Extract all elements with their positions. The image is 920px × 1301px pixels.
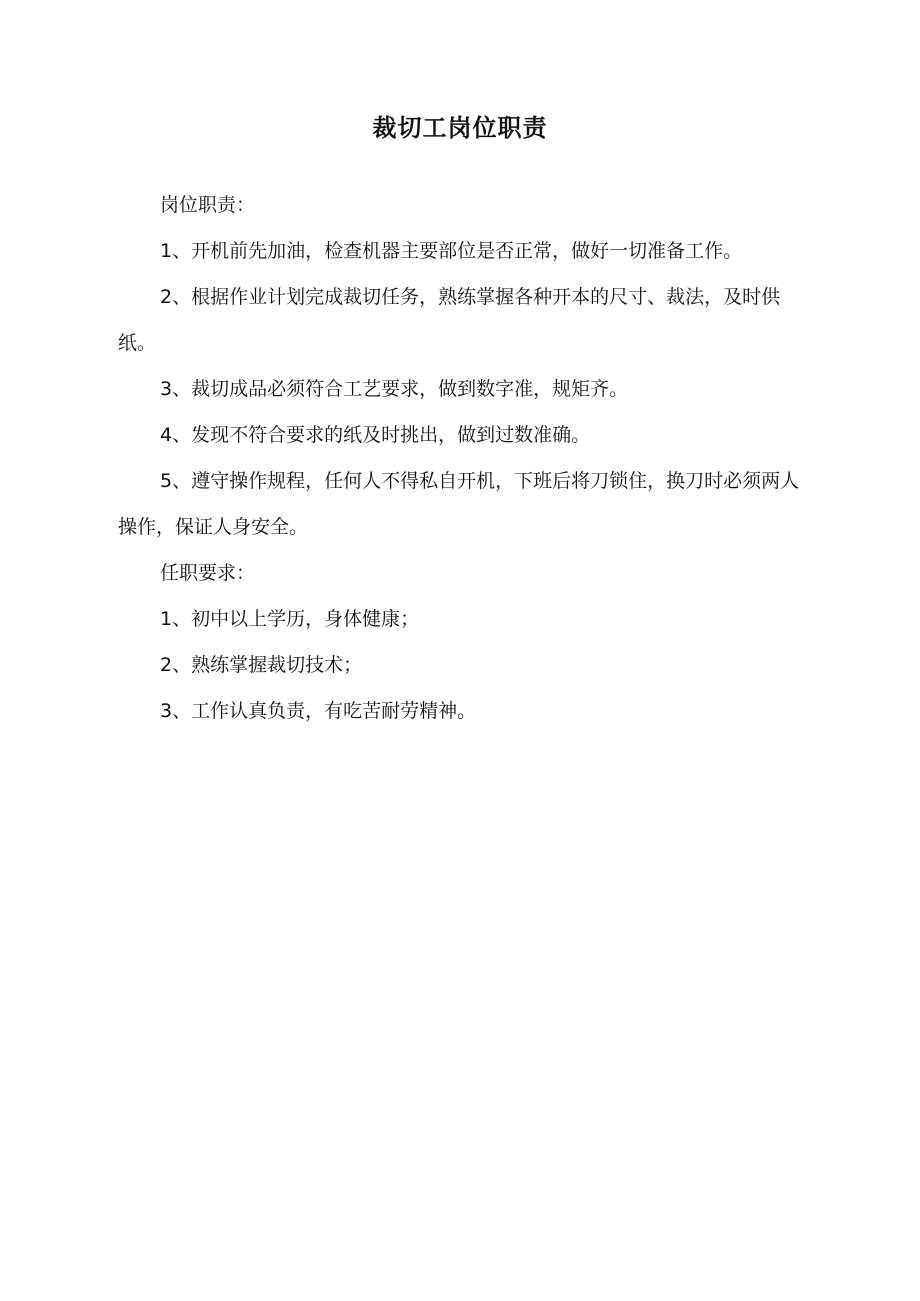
- duty-item-2: 2、根据作业计划完成裁切任务，熟练掌握各种开本的尺寸、裁法，及时供纸。: [118, 286, 781, 354]
- requirements-heading: 任职要求：: [160, 562, 256, 584]
- duty-item-4: 4、发现不符合要求的纸及时挑出，做到过数准确。: [160, 424, 591, 446]
- duty-item-5: 5、遵守操作规程，任何人不得私自开机，下班后将刀锁住，换刀时必须两人操作，保证人身安全。: [118, 470, 800, 538]
- document-title: 裁切工岗位职责: [372, 114, 548, 142]
- requirement-item-2: 2、熟练掌握裁切技术；: [160, 654, 363, 676]
- duties-heading: 岗位职责：: [160, 194, 256, 216]
- duty-item-3: 3、裁切成品必须符合工艺要求，做到数字准，规矩齐。: [160, 378, 629, 400]
- requirement-item-3: 3、工作认真负责，有吃苦耐劳精神。: [160, 700, 477, 722]
- requirement-item-1: 1、初中以上学历，身体健康；: [160, 608, 420, 630]
- duty-item-1: 1、开机前先加油，检查机器主要部位是否正常，做好一切准备工作。: [160, 240, 743, 262]
- document-body: [118, 182, 808, 734]
